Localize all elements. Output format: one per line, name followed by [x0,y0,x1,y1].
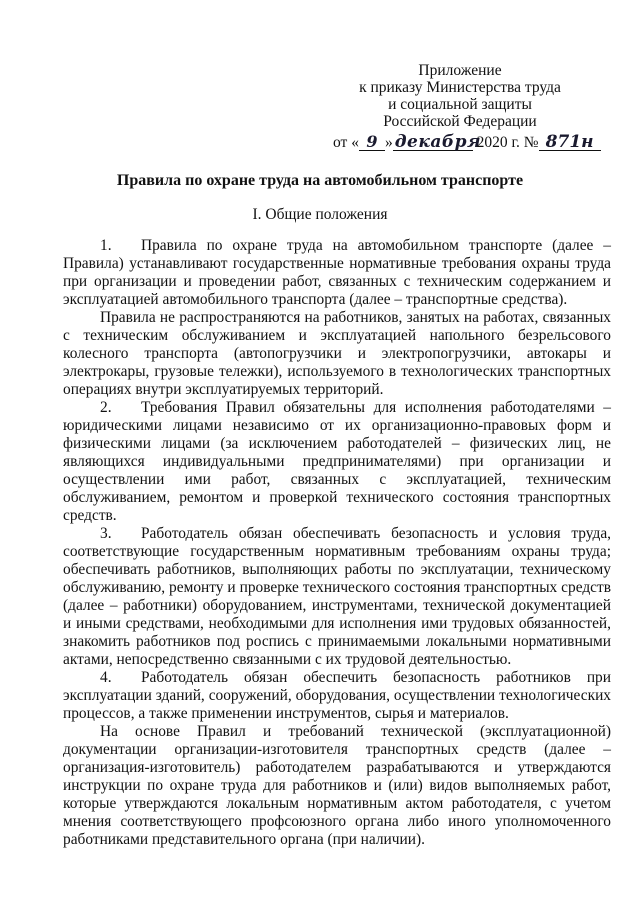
order-month: декабря [394,132,482,152]
section-title: I. Общие положения [252,206,388,223]
paragraph-text: Работодатель обязан обеспечить безопасность работников при эксплуатации зданий, сооружений, оборудования, осуществлении технологических процессов, а также применении инструментов, сырья и материалов. [63,669,611,722]
header-line: Российской Федерации [383,113,537,130]
order-mid: » [384,134,393,151]
paragraph [63,309,611,399]
document-body [63,237,611,849]
order-prefix: от « [333,134,359,151]
paragraph-number: 3. [100,525,112,542]
paragraph [63,723,611,849]
paragraph-number: 4. [100,669,112,686]
paragraph-number: 2. [100,399,112,416]
document-title: Правила по охране труда на автомобильном транспорте [116,172,524,189]
paragraph-text: Правила по охране труда на автомобильном транспорте (далее – Правила) устанавливают государственные нормативные требования охраны труда при организации и проведении работ, связанных с техническим содержанием и эксплуатацией автомобильного транспорта (далее – транспортные средства). [63,237,611,308]
paragraph-text: Правила не распространяются на работников, занятых на работах, связанных с техническим обслуживанием и эксплуатацией напольного безрельсового колесного транспорта (автопогрузчики и электропогрузчики, автокары и электрокары, грузовые тележки), используемого в технологических транспортных операциях внутри эксплуатируемых территорий. [63,309,611,398]
paragraph-number: 1. [100,237,112,254]
order-number: 871н [539,134,601,151]
paragraph-text: Требования Правил обязательны для исполнения работодателями – юридическими лицами независимо от их организационно-правовых форм и физическими лицами (за исключением работодателей – физических лиц, не являющихся индивидуальными предпринимателями) при организации и осуществлении ими работ, связанных с эксплуатацией, техническим обслуживанием, ремонтом и проверкой технического состояния транспортных средств. [63,399,611,524]
appendix-header [340,62,580,130]
order-year: 2020 г. № [476,134,539,151]
header-line: Приложение [418,62,502,79]
order-day: 9 [359,134,385,151]
header-line: к приказу Министерства труда [359,79,561,96]
paragraph [63,237,611,309]
paragraph [63,669,611,723]
paragraph [63,525,611,669]
order-date-number [333,134,601,152]
paragraph-text: На основе Правил и требований технической (эксплуатационной) документации организации-изготовителя транспортных средств (далее – организация-изготовитель) работодателем разрабатываются и утверждаются инструкции по охране труда для работников и (или) видов выполняемых работ, которые утверждаются локальным нормативным актом работодателя, с учетом мнения соответствующего профсоюзного органа либо иного уполномоченного работниками представительного органа (при наличии). [63,723,611,848]
paragraph-text: Работодатель обязан обеспечивать безопасность и условия труда, соответствующие государственным нормативным требованиям охраны труда; обеспечивать работников, выполняющих работы по эксплуатации, техническому обслуживанию, ремонту и проверке технического состояния транспортных средств (далее – работники) оборудованием, инструментами, технической документацией и иными средствами, необходимыми для исполнения ими трудовых обязанностей, знакомить работников под роспись с принимаемыми локальными нормативными актами, непосредственно связанными с их трудовой деятельностью. [63,525,611,668]
header-line: и социальной защиты [388,96,532,113]
paragraph [63,399,611,525]
